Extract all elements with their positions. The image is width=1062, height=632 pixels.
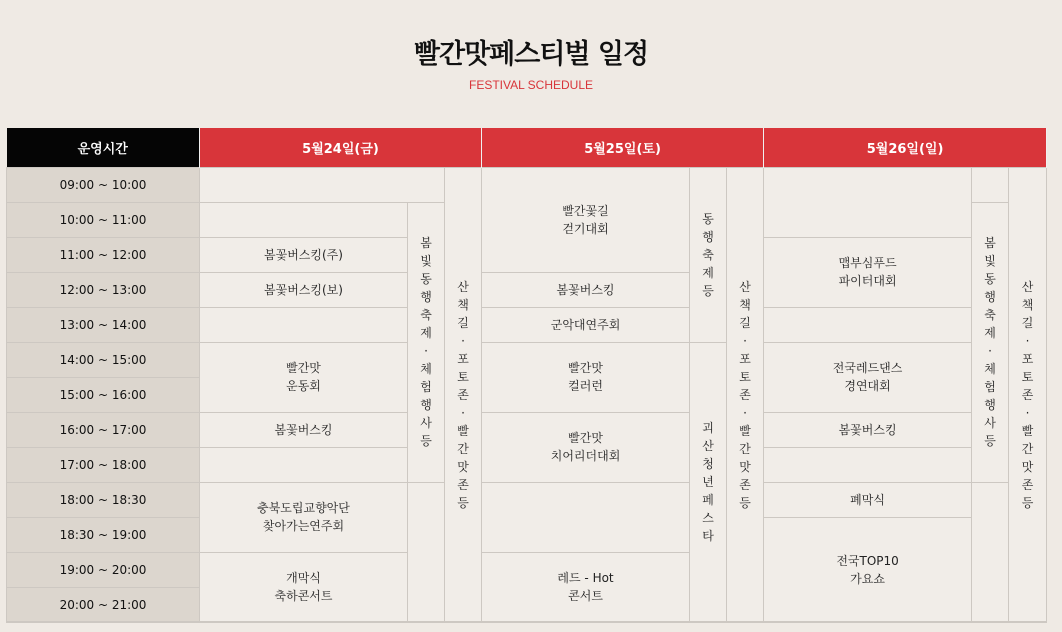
page-subtitle: FESTIVAL SCHEDULE [468,78,594,92]
day1-side-program-1: 봄빛동행축제·체험행사 등 [408,202,445,482]
empty-cell [972,482,1009,622]
time-slot: 12:00 ~ 13:00 [7,272,200,307]
table-row [7,342,1047,377]
day3-event-1: 맵부심푸드 파이터대회 [764,237,972,307]
day2-side-program-1: 동행축제 등 [690,167,727,342]
day3-event-4: 폐막식 [764,482,972,517]
day2-event-3: 군악대연주회 [482,307,690,342]
time-slot: 14:00 ~ 15:00 [7,342,200,377]
day3-event-5: 전국TOP10 가요쇼 [764,517,972,622]
day1-event-3: 빨간맛 운동회 [200,342,408,412]
table-header-row [7,128,1047,167]
day3-event-3: 봄꽃버스킹 [764,412,972,447]
empty-cell [408,482,445,622]
day2-event-6: 레드 - Hot 콘서트 [482,552,690,622]
day3-side-program-2: 산책길·포토존·빨간맛존 등 [1009,167,1047,622]
day3-side-program-1: 봄빛동행축제·체험행사 등 [972,202,1009,482]
time-slot: 19:00 ~ 20:00 [7,552,200,587]
empty-cell [200,167,445,202]
day1-event-5: 충북도립교향악단 찾아가는연주회 [200,482,408,552]
empty-cell [764,447,972,482]
table-row [7,167,1047,202]
empty-cell [972,167,1009,202]
day3-event-2: 전국레드댄스 경연대회 [764,342,972,412]
day2-event-1: 빨간꽃길 걷기대회 [482,167,690,272]
empty-cell [482,482,690,552]
day-header-3: 5월26일(일) [764,128,1047,167]
time-slot: 10:00 ~ 11:00 [7,202,200,237]
time-slot: 18:00 ~ 18:30 [7,482,200,517]
time-slot: 15:00 ~ 16:00 [7,377,200,412]
day-header-2: 5월25일(토) [482,128,764,167]
empty-cell [200,307,408,342]
time-slot: 11:00 ~ 12:00 [7,237,200,272]
day1-event-4: 봄꽃버스킹 [200,412,408,447]
time-slot: 09:00 ~ 10:00 [7,167,200,202]
day1-event-1: 봄꽃버스킹(주) [200,237,408,272]
empty-cell [764,167,972,237]
day2-side-program-1b: 괴산청년페스타 [690,342,727,622]
day2-event-4: 빨간맛 컬러런 [482,342,690,412]
day2-event-2: 봄꽃버스킹 [482,272,690,307]
empty-cell [200,447,408,482]
page-title: 빨간맛페스티벌 일정 [413,39,649,70]
table-row [7,482,1047,517]
schedule-table [6,128,1047,623]
empty-cell [764,307,972,342]
time-slot: 20:00 ~ 21:00 [7,587,200,622]
day2-side-program-2: 산책길·포토존·빨간맛존 등 [727,167,764,622]
table-row [7,412,1047,447]
day-header-1: 5월24일(금) [200,128,482,167]
time-column-header: 운영시간 [7,128,200,167]
table-bottom-divider [6,621,1046,622]
day1-event-2: 봄꽃버스킹(보) [200,272,408,307]
table-row [7,307,1047,342]
time-slot: 16:00 ~ 17:00 [7,412,200,447]
time-slot: 17:00 ~ 18:00 [7,447,200,482]
day1-side-program-2: 산책길·포토존·빨간맛존 등 [445,167,482,622]
time-slot: 18:30 ~ 19:00 [7,517,200,552]
time-slot: 13:00 ~ 14:00 [7,307,200,342]
day1-event-6: 개막식 축하콘서트 [200,552,408,622]
empty-cell [200,202,408,237]
day2-event-5: 빨간맛 치어리더대회 [482,412,690,482]
